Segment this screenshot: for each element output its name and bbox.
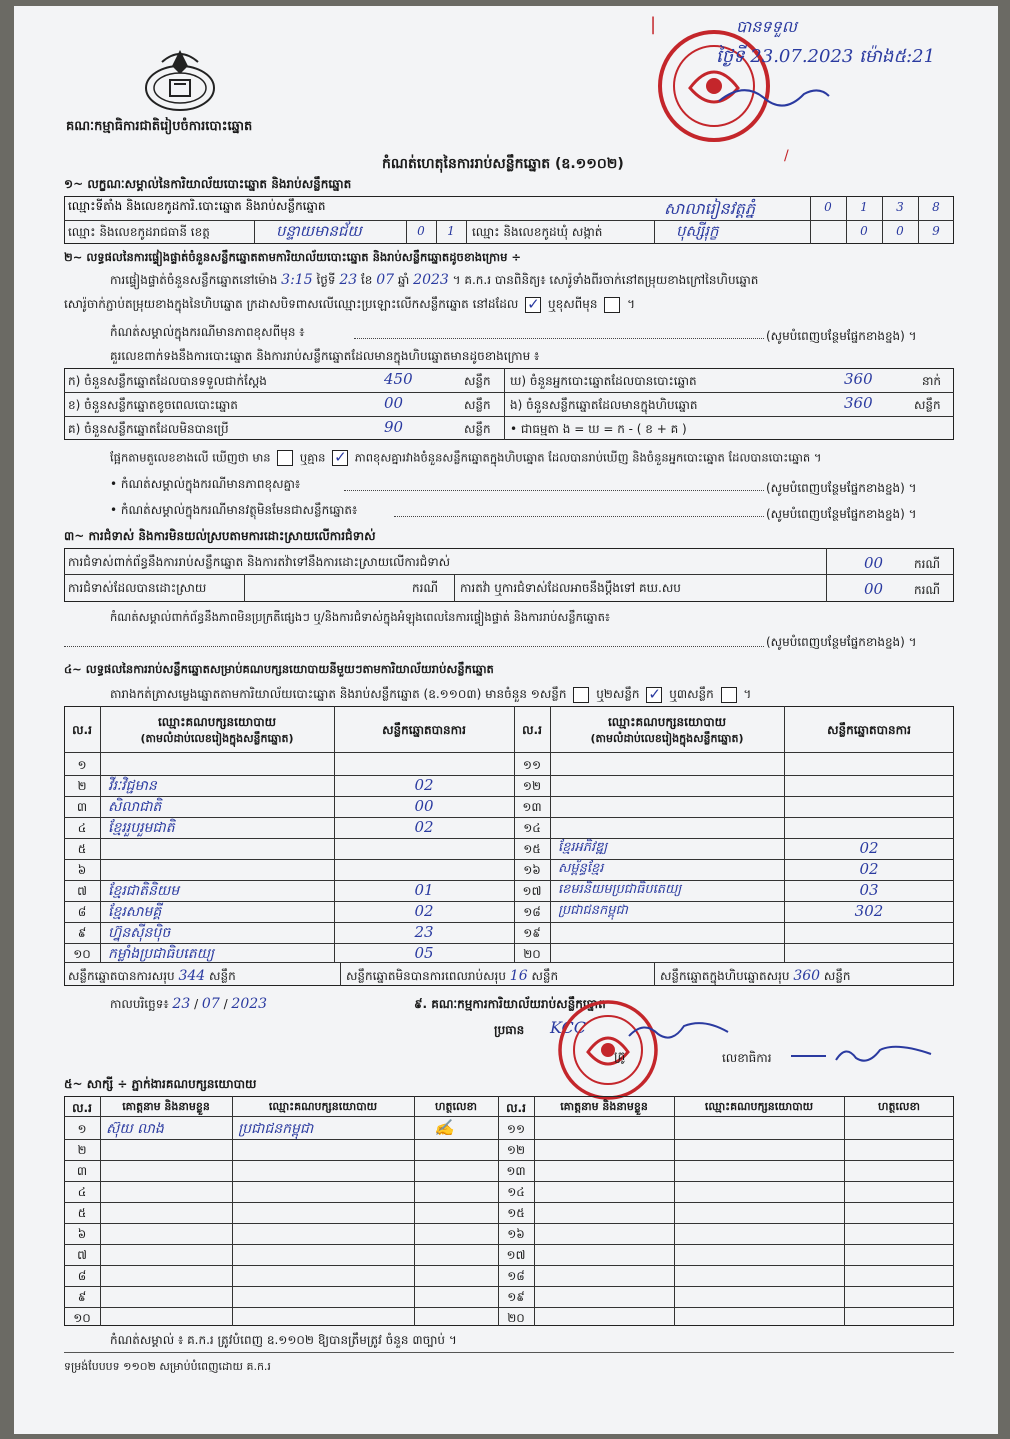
verify-month: 07: [376, 272, 395, 288]
party-row-votes: 02: [859, 839, 879, 857]
witness-party-header: ឈ្មោះគណបក្សនយោបាយ: [268, 1100, 378, 1113]
receipt-datetime: ថ្ងៃទី 23.07.2023 ម៉ោង៥:21: [716, 46, 936, 67]
party-row-name: វីរៈវិជ្ជមាន: [108, 778, 157, 794]
party-row-votes: 02: [414, 902, 434, 920]
witness-row-no: ១៣: [506, 1164, 526, 1178]
party-row-votes: 302: [854, 902, 884, 920]
count-e-label: ង) ចំនួនសន្លឹកឆ្នោតដែលមានក្នុងហិបឆ្នោត: [510, 398, 698, 412]
objection-appeal-label: ការតវ៉ា ឬការជំទាស់ដែលអាចនឹងប្ដឹងទៅ គឃ.សប: [460, 581, 681, 595]
party-row-no: ៦: [77, 863, 87, 877]
party-row-no: ៥: [77, 842, 87, 856]
witness-row-no: ១: [77, 1122, 87, 1136]
section3-title: ៣~ ការជំទាស់ និងការមិនយល់ស្របតាមការដោះស្រាយលើការជំទាស់: [64, 529, 376, 543]
party-row-name: ខ្មែរជាតិនិយម: [108, 883, 180, 899]
party-row-votes: 02: [859, 860, 879, 878]
witness-row-party: ប្រជាជនកម្ពុជា: [238, 1121, 314, 1137]
ballot-count-form: គណៈកម្មាធិការជាតិរៀបចំការបោះឆ្នោត បានទទួល ថ្ងៃទី 23.07.2023 ម៉ោង៥:21 កំណត់ហេតុនៃការរាប់សន្លឹកឆ្នោត (ឧ.១១០២) ១~ លក្ខណៈសម្គាល់នៃការិយាល័យបោះឆ្នោត និងរាប់សន្លឹកឆ្នោត ឈ្មោះទីតាំង និងលេខកូដការិ.បោះឆ្នោត និងរាប់សន្លឹកឆ្នោត សាលារៀនវត្តភ្នំ 0 1 3 8 ឈ្មោះ និងលេខកូដរាជធានី ខេត្ត បន្ទាយមានជ័យ 0 1 ឈ្មោះ និងលេខកូដឃុំ សង្កាត់ បុស្សីរុក្ខ 0 0 9 ២~ លទ្ធផលនៃការផ្ទៀងផ្ទាត់ចំនួនសន្លឹកឆ្នោតតាមការិយាល័យបោះឆ្នោត និងរាប់សន្លឹកឆ្នោតដូចខាងក្រោម ÷ ការផ្ទៀងផ្ទាត់ចំនួនសន្លឹកឆ្នោតនៅម៉ោង 3:15 ថ្ងៃទី 23 ខែ 07 ឆ្នាំ 2023 ។ គ.ក.រ បានពិនិត្យ៖ សោរ៉ូទាំងពីរចាក់នៅតម្រុយខាងក្រៅនៃហិបឆ្នោត សោរ៉ូចាក់ភ្ជាប់តម្រុយខាងក្នុងនៃហិបឆ្នោត ក្រដាសបិទពាសលើឈ្មោះប្រឡោះលើកសន្លឹកឆ្នោត នៅដដែល ✓ ឬខុសពីមុន ។ កំណត់សម្គាល់ក្នុងករណីមានភាពខុសពីមុន ៖ (សូមបំពេញបន្ថែមផ្នែកខាងខ្នង) ។ គួរលេខពាក់ទងនឹងការបោះឆ្នោត និងការរាប់សន្លឹកឆ្នោតដែលមានក្នុងហិបឆ្នោតមានដូចខាងក្រោម ៖ ក) ចំនួនសន្លឹកឆ្នោតដែលបានទទួលជាក់ស្ដែង 450 សន្លឹក ឃ) ចំនួនអ្នកបោះឆ្នោតដែលបានបោះឆ្នោត 360 នាក់ ខ) ចំនួនសន្លឹកឆ្នោតខូចពេលបោះឆ្នោត 00 សន្លឹក ង) ចំនួនសន្លឹកឆ្នោតដែលមានក្នុងហិបឆ្នោត 360 សន្លឹក គ) ចំនួនសន្លឹកឆ្នោតដែលមិនបានប្រើ 90 សន្លឹក • ជាធម្មតា ង = ឃ = ក - ( ខ + គ ) ផ្អែកតាមតួលេខខាងលើ ឃើញថា មាន ឬគ្មាន ✓ ភាពខុសគ្នារវាងចំនួនសន្លឹកឆ្នោតក្នុងហិបឆ្នោត ដែលបានរាប់ឃើញ និងចំនួនអ្នកបោះឆ្នោត ដែលបានបោះឆ្នោត ។ • កំណត់សម្គាល់ក្នុងករណីមានភាពខុសគ្នា៖ (សូមបំពេញបន្ថែមផ្នែកខាងខ្នង) ។ • កំណត់សម្គាល់ក្នុងករណីមានវត្ថុមិនមែនជាសន្លឹកឆ្នោត៖ (សូមបំពេញបន្ថែមផ្នែកខាងខ្នង) ។ ៣~ ការជំទាស់ និងការមិនយល់ស្របតាមការដោះស្រាយលើការជំទាស់ ការជំទាស់ពាក់ព័ន្ធនឹងការរាប់សន្លឹកឆ្នោត និងការតវ៉ាទៅនឹងការដោះស្រាយលើការជំទាស់ 00 ករណី ការជំទាស់ដែលបានដោះស្រាយ ករណី ការតវ៉ា ឬការជំទាស់ដែលអាចនឹងប្ដឹងទៅ គឃ.សប 00 ករណី កំណត់សម្គាល់ពាក់ព័ន្ធនឹងភាពមិនប្រក្រតីផ្សេងៗ ឬ/និងការជំទាស់ក្នុងអំឡុងពេលនៃការផ្ទៀងផ្ទាត់ និងការរាប់សន្លឹកឆ្នោត៖ (សូមបំពេញបន្ថែមផ្នែកខាងខ្នង) ។ ៤~ លទ្ធផលនៃការរាប់សន្លឹកឆ្នោតសម្រាប់គណបក្សនយោបាយនីមួយៗតាមការិយាល័យរាប់សន្លឹកឆ្នោត តារាងកត់ត្រាសម្លេងឆ្នោតតាមការិយាល័យបោះឆ្នោត និងរាប់សន្លឹកឆ្នោត (ឧ.១១០៣) មានចំនួន ១សន្លឹក ឬ២សន្លឹក ✓ ឬ៣សន្លឹក ។ ល.រ ឈ្មោះគណបក្សនយោបាយ (តាមលំដាប់លេខរៀងក្នុងសន្លឹកឆ្នោត) សន្លឹកឆ្នោតបានការ ល.រ ឈ្មោះគណបក្សនយោបាយ (តាមលំដាប់លេខរៀងក្នុងសន្លឹកឆ្នោត) សន្លឹកឆ្នោតបានការ ១ ២ វីរៈវិជ្ជមាន 02 ៣ សិលាជាតិ 00 ៤ ខ្មែររួបរួមជាតិ 02 ៥ ៦ ៧ ខ្មែរជាតិនិយម 01 ៨ ខ្មែរសាមគ្គី 02 ៩ ហ្វ៊ុនស៊ីនប៉ិច 23 ១០ កម្លាំងប្រជាធិបតេយ្យ 05 ១១ ១២ ១៣ ១៤ ១៥ ខ្មែរអភិវឌ្ឍ 02 ១៦ សម្ព័ន្ធខ្មែរ 02 ១៧ ខេមរនិយមប្រជាធិបតេយ្យ 03 ១៨ ប្រជាជនកម្ពុជា 302 ១៩ ២០ សន្លឹកឆ្នោតបានការសរុប 344 សន្លឹក សន្លឹកឆ្នោតមិនបានការពេលរាប់សរុប 16 សន្លឹក សន្លឹកឆ្នោតក្នុងហិបឆ្នោតសរុប 360 សន្លឹក កាលបរិច្ឆេទ៖ 23 / 07 / 2023 ៩. គណៈកម្មការការិយាល័យរាប់សន្លឹកឆ្នោត ប្រធាន KCC គ្រូ លេខាធិការ ៥~ សាក្សី ÷ ភ្នាក់ងារគណបក្សនយោបាយ ល.រ គោត្តនាម និងនាមខ្លួន ឈ្មោះគណបក្សនយោបាយ ហត្ថលេខា ល.រ គោត្តនាម និងនាមខ្លួន ឈ្មោះគណបក្សនយោបាយ ហត្ថលេខា ១ ស៊ុយ លាង ប្រជាជនកម្ពុជា ✍ ១១ ២ ១២ ៣ ១៣ ៤ ១៤ ៥ ១៥ ៦ ១៦ ៧ ១៧ ៨ ១៨ ៩ ១៩ ១០ ២០ កំណត់សម្គាល់ ៖ គ.ក.រ ត្រូវបំពេញ ឧ.១១០២ ឱ្យបានត្រឹមត្រូវ ចំនួន ៣ច្បាប់ ។ ទម្រង់បែបបទ ១១០២ សម្រាប់បំពេញដោយ គ.ក.រ | /: [14, 6, 998, 1434]
party-row-votes: 02: [414, 776, 434, 794]
party-row-votes: 03: [859, 881, 879, 899]
party-row-no: ១៦: [523, 863, 541, 877]
party-row-name: ខ្មែរសាមគ្គី: [108, 904, 162, 920]
witness-row-no: ២: [77, 1143, 87, 1157]
witness-row-no: ៩: [77, 1290, 87, 1304]
receipt-signature-icon: [714, 76, 834, 116]
seal-same-checkbox[interactable]: [525, 297, 541, 313]
count-b-value: 00: [384, 394, 404, 412]
commune-code-1: 0: [860, 224, 868, 238]
witness-sign-header: ហត្ថលេខា: [435, 1100, 477, 1113]
committee-stamp-icon: [546, 996, 676, 1106]
commune-code-2: 0: [896, 224, 904, 238]
party-row-name: កម្លាំងប្រជាធិបតេយ្យ: [108, 946, 215, 962]
witness-row-no: ១៦: [507, 1227, 525, 1241]
counts-intro: គួរលេខពាក់ទងនឹងការបោះឆ្នោត និងការរាប់សន្លឹកឆ្នោតដែលមានក្នុងហិបឆ្នោតមានដូចខាងក្រោម ៖: [110, 349, 540, 363]
party-row-no: ៧: [77, 884, 87, 898]
party-row-name: ហ្វ៊ុនស៊ីនប៉ិច: [108, 925, 171, 941]
footnote: កំណត់សម្គាល់ ៖ គ.ក.រ ត្រូវបំពេញ ឧ.១១០២ ឱ្យបានត្រឹមត្រូវ ចំនួន ៣ច្បាប់ ។: [110, 1333, 457, 1347]
total-valid: សន្លឹកឆ្នោតបានការសរុប 344 សន្លឹក: [68, 968, 236, 984]
count-c-label: គ) ចំនួនសន្លឹកឆ្នោតដែលមិនបានប្រើ: [68, 422, 229, 436]
total-invalid: សន្លឹកឆ្នោតមិនបានការពេលរាប់សរុប 16 សន្លឹក: [346, 968, 559, 984]
seal-line: សោរ៉ូចាក់ភ្ជាប់តម្រុយខាងក្នុងនៃហិបឆ្នោត ក្រដាសបិទពាសលើឈ្មោះប្រឡោះលើកសន្លឹកឆ្នោត នៅដដែល ✓ ឬខុសពីមុន ។: [64, 296, 635, 314]
witness-row-no: ១២: [506, 1143, 526, 1157]
party-row-no: ១១: [522, 758, 542, 772]
member-label: គ្រូ: [614, 1049, 626, 1063]
compare-line: ផ្អែកតាមតួលេខខាងលើ ឃើញថា មាន ឬគ្មាន ✓ ភាពខុសគ្នារវាងចំនួនសន្លឹកឆ្នោតក្នុងហិបឆ្នោត ដែលបានរាប់ឃើញ និងចំនួនអ្នកបោះឆ្នោត ដែលបានបោះឆ្នោត ។: [110, 450, 821, 468]
section4-title: ៤~ លទ្ធផលនៃការរាប់សន្លឹកឆ្នោតសម្រាប់គណបក្សនយោបាយនីមួយៗតាមការិយាល័យរាប់សន្លឹកឆ្នោត: [64, 662, 494, 676]
party-row-no: ១: [77, 758, 87, 772]
bullet-diff: • កំណត់សម្គាល់ក្នុងករណីមានភាពខុសគ្នា៖: [110, 477, 301, 491]
party-row-name: សម្ព័ន្ធខ្មែរ: [558, 861, 604, 876]
counting-committee-label: ៩. គណៈកម្មការការិយាល័យរាប់សន្លឹកឆ្នោត: [414, 997, 606, 1011]
witness-row-name: ស៊ុយ លាង: [106, 1121, 164, 1137]
commune-label: ឈ្មោះ និងលេខកូដឃុំ សង្កាត់: [472, 225, 603, 239]
total-box: សន្លឹកឆ្នោតក្នុងហិបឆ្នោតសរុប 360 សន្លឹក: [660, 968, 851, 984]
count-d-label: ឃ) ចំនួនអ្នកបោះឆ្នោតដែលបានបោះឆ្នោត: [510, 374, 697, 388]
party-row-no: ៣: [76, 800, 88, 814]
location-code-2: 1: [860, 200, 868, 214]
party-row-no: ១៣: [522, 800, 542, 814]
objection-row1-label: ការជំទាស់ពាក់ព័ន្ធនឹងការរាប់សន្លឹកឆ្នោត និងការតវ៉ាទៅនឹងការដោះស្រាយលើការជំទាស់: [68, 555, 451, 569]
objection-row1-value: 00: [864, 554, 884, 572]
witness-row-no: ៧: [77, 1248, 87, 1262]
location-value: សាលារៀនវត្តភ្នំ: [664, 199, 756, 218]
commune-code-3: 9: [932, 224, 940, 238]
form-title: កំណត់ហេតុនៃការរាប់សន្លឹកឆ្នោត (ឧ.១១០២): [382, 156, 624, 172]
verify-year: 2023: [413, 272, 449, 288]
diff-note-label: កំណត់សម្គាល់ក្នុងករណីមានភាពខុសពីមុន ៖: [110, 325, 305, 339]
party-row-no: ២: [77, 779, 87, 793]
seal-different-checkbox[interactable]: [604, 297, 620, 313]
party-row-name: សិលាជាតិ: [108, 799, 162, 815]
chair-mark: KCC: [550, 1018, 587, 1037]
sign-date: កាលបរិច្ឆេទ៖ 23 / 07 / 2023: [110, 996, 268, 1012]
secretary-signature-icon: [786, 1038, 936, 1068]
red-mark-icon-2: /: [784, 148, 789, 164]
objection-note: កំណត់សម្គាល់ពាក់ព័ន្ធនឹងភាពមិនប្រក្រតីផ្សេងៗ ឬ/និងការជំទាស់ក្នុងអំឡុងពេលនៃការផ្ទៀងផ្ទាត់ និងការរាប់សន្លឹកឆ្នោត៖: [110, 610, 610, 624]
party-row-no: ១៩: [523, 926, 541, 940]
witness-row-no: ១៨: [507, 1269, 525, 1283]
witness-row-no: ៨: [77, 1269, 87, 1283]
total-valid-value: 344: [178, 968, 206, 984]
section1-title: ១~ លក្ខណៈសម្គាល់នៃការិយាល័យបោះឆ្នោត និងរាប់សន្លឹកឆ្នោត: [64, 177, 352, 191]
sheets-3-checkbox[interactable]: [721, 687, 737, 703]
sheets-2-checkbox[interactable]: [646, 687, 662, 703]
count-b-label: ខ) ចំនួនសន្លឹកឆ្នោតខូចពេលបោះឆ្នោត: [68, 398, 238, 412]
witness-row-no: ១៧: [506, 1248, 526, 1262]
witness-row-no: ១៥: [507, 1206, 525, 1220]
party-row-votes: 05: [414, 944, 434, 962]
witness-row-no: ១១: [506, 1122, 526, 1136]
total-invalid-value: 16: [509, 968, 528, 984]
witness-row-no: ១៩: [507, 1290, 525, 1304]
location-code-4: 8: [932, 200, 940, 214]
witness-row-no: ១៤: [507, 1185, 525, 1199]
witness-row-no: ១០: [73, 1311, 91, 1325]
witness-row-no: ៣: [76, 1164, 88, 1178]
count-a-label: ក) ចំនួនសន្លឹកឆ្នោតដែលបានទទួលជាក់ស្ដែង: [68, 374, 267, 388]
witness-row-no: ៤: [77, 1185, 87, 1199]
red-mark-icon: |: [650, 14, 657, 35]
difference-no-checkbox[interactable]: [332, 450, 348, 466]
sheets-1-checkbox[interactable]: [573, 687, 589, 703]
party-row-no: ៤: [77, 821, 87, 835]
count-e-value: 360: [844, 394, 873, 412]
tally-sheet-line: តារាងកត់ត្រាសម្លេងឆ្នោតតាមការិយាល័យបោះឆ្នោត និងរាប់សន្លឹកឆ្នោត (ឧ.១១០៣) មានចំនួន ១សន្លឹក ឬ២សន្លឹក ✓ ឬ៣សន្លឹក ។: [110, 686, 751, 704]
party-col-header: ឈ្មោះគណបក្សនយោបាយ: [157, 715, 277, 729]
party-row-name: ខ្មែរអភិវឌ្ឍ: [558, 840, 608, 855]
party-row-votes: 23: [414, 923, 434, 941]
province-label: ឈ្មោះ និងលេខកូដរាជធានី ខេត្ត: [68, 225, 210, 239]
objection-appeal-value: 00: [864, 580, 884, 598]
verify-day: 23: [339, 272, 358, 288]
secretary-label: លេខាធិការ: [722, 1051, 772, 1065]
party-row-no: ១៧: [522, 884, 542, 898]
province-value: បន្ទាយមានជ័យ: [276, 222, 362, 240]
votes-col-header: សន្លឹកឆ្នោតបានការ: [382, 723, 466, 737]
party-row-name: ខេមរនិយមប្រជាធិបតេយ្យ: [558, 882, 682, 897]
count-c-value: 90: [384, 418, 404, 436]
party-row-votes: 01: [414, 881, 434, 899]
witness-row-signature: ✍: [434, 1118, 454, 1137]
section5-title: ៥~ សាក្សី ÷ ភ្នាក់ងារគណបក្សនយោបាយ: [64, 1077, 257, 1091]
party-row-name: ខ្មែររួបរួមជាតិ: [108, 820, 175, 836]
count-a-value: 450: [384, 370, 413, 388]
province-code-1: 0: [417, 224, 425, 238]
diff-note-fill: (សូមបំពេញបន្ថែមផ្នែកខាងខ្នង) ។: [766, 329, 917, 343]
difference-yes-checkbox[interactable]: [277, 450, 293, 466]
party-row-no: ១០: [73, 947, 91, 961]
location-label: ឈ្មោះទីតាំង និងលេខកូដការិ.បោះឆ្នោត និងរាប់សន្លឹកឆ្នោត: [68, 199, 326, 213]
verify-line: ការផ្ទៀងផ្ទាត់ចំនួនសន្លឹកឆ្នោតនៅម៉ោង 3:15 ថ្ងៃទី 23 ខែ 07 ឆ្នាំ 2023 ។ គ.ក.រ បានពិនិត្យ៖ សោរ៉ូទាំងពីរចាក់នៅតម្រុយខាងក្រៅនៃហិបឆ្នោត: [110, 272, 759, 288]
count-formula: • ជាធម្មតា ង = ឃ = ក - ( ខ + គ ): [510, 422, 687, 436]
chair-label: ប្រធាន: [494, 1023, 525, 1037]
total-box-value: 360: [793, 968, 821, 984]
form-footer: ទម្រង់បែបបទ ១១០២ សម្រាប់បំពេញដោយ គ.ក.រ: [64, 1360, 271, 1373]
location-code-3: 3: [896, 200, 904, 214]
count-d-value: 360: [844, 370, 873, 388]
witness-row-no: ២០: [507, 1311, 525, 1325]
party-row-no: ៩: [77, 926, 87, 940]
receipt-label: បានទទួល: [736, 17, 797, 36]
witness-name-header: គោត្តនាម និងនាមខ្លួន: [122, 1100, 210, 1113]
province-code-2: 1: [447, 224, 455, 238]
party-row-no: ១២: [522, 779, 542, 793]
party-row-no: ៨: [77, 905, 87, 919]
commune-value: បុស្សីរុក្ខ: [676, 222, 719, 240]
party-row-no: ១៤: [523, 821, 541, 835]
party-row-name: ប្រជាជនកម្ពុជា: [558, 903, 628, 918]
location-code-1: 0: [824, 200, 832, 214]
verify-time: 3:15: [281, 272, 313, 288]
witness-row-no: ៦: [77, 1227, 87, 1241]
bullet-foreign: • កំណត់សម្គាល់ក្នុងករណីមានវត្ថុមិនមែនជាសន្លឹកឆ្នោត៖: [110, 503, 358, 517]
party-row-no: ២០: [523, 947, 541, 961]
nec-logo-icon: [142, 44, 218, 116]
witness-row-no: ៥: [77, 1206, 87, 1220]
party-row-votes: 00: [414, 797, 434, 815]
chair-signature-icon: [624, 1016, 734, 1046]
party-row-votes: 02: [414, 818, 434, 836]
committee-name: គណៈកម្មាធិការជាតិរៀបចំការបោះឆ្នោត: [66, 119, 253, 134]
objection-resolved-label: ការជំទាស់ដែលបានដោះស្រាយ: [68, 581, 207, 595]
party-row-no: ១៨: [523, 905, 541, 919]
party-row-no: ១៥: [523, 842, 541, 856]
section2-title: ២~ លទ្ធផលនៃការផ្ទៀងផ្ទាត់ចំនួនសន្លឹកឆ្នោតតាមការិយាល័យបោះឆ្នោត និងរាប់សន្លឹកឆ្នោតដូចខាងក្រោម ÷: [64, 250, 522, 264]
